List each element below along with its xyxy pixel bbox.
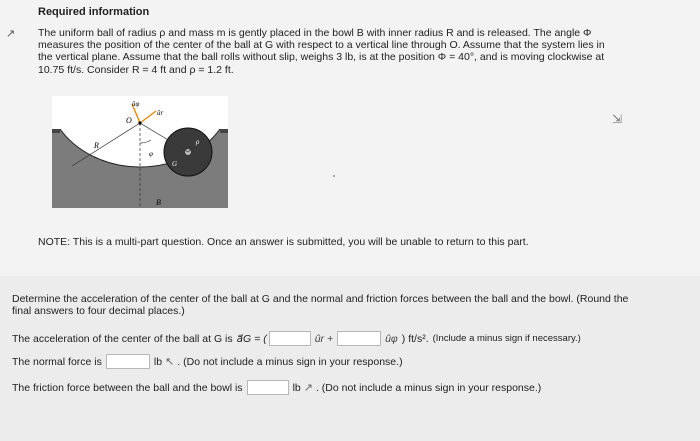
friction-force-label: The friction force between the ball and the bowl is	[12, 381, 243, 394]
label-G: G	[172, 160, 178, 168]
label-uphi: ûφ	[132, 100, 140, 108]
ur-unit-label: ûr +	[314, 332, 334, 345]
normal-force-unit: lb	[153, 355, 163, 368]
intro-line: The uniform ball of radius ρ and mass m is gently placed in the bowl B with inner radius R and is released. The angle Φ	[38, 27, 592, 39]
label-rho: ρ	[196, 138, 200, 146]
normal-force-input[interactable]	[106, 354, 150, 369]
bowl-figure	[52, 96, 228, 208]
acceleration-symbol: a⃗G = (	[236, 332, 267, 345]
question-line: final answers to four decimal places.)	[12, 305, 185, 318]
label-phi: φ	[149, 150, 153, 158]
acceleration-r-input[interactable]	[269, 331, 311, 346]
intro-line: 10.75 ft/s. Consider R = 4 ft and ρ = 1.2 ft.	[38, 63, 234, 76]
acceleration-row	[12, 331, 581, 346]
question-text	[12, 293, 672, 318]
arrow-up-left-icon: ↖	[165, 356, 175, 368]
acceleration-label: The acceleration of the center of the ball at G is	[12, 332, 233, 345]
friction-force-input[interactable]	[247, 380, 289, 395]
decorative-dot	[333, 175, 335, 177]
friction-force-unit: lb	[292, 381, 301, 394]
label-ur: ûr	[157, 109, 164, 117]
arrow-up-right-icon: ↗	[303, 382, 313, 394]
section-title: Required information	[38, 6, 150, 18]
expand-arrow-icon[interactable]: ↗	[6, 28, 16, 40]
normal-force-hint: . (Do not include a minus sign in your response.)	[177, 355, 403, 368]
friction-force-row	[12, 380, 541, 395]
friction-force-hint: . (Do not include a minus sign in your response.)	[315, 381, 542, 394]
label-O: O	[126, 116, 132, 125]
question-line: Determine the acceleration of the center of the ball at G and the normal and friction forces between the ball and the bowl. (Round the	[12, 293, 629, 305]
cursor-icon: ⇲	[612, 112, 623, 126]
normal-force-label: The normal force is	[12, 355, 102, 368]
label-R: R	[94, 141, 99, 150]
intro-line: the vertical plane. Assume that the ball rolls without slip, weighs 3 lb, is at the position Φ = 40°, and is moving clockwise at	[38, 51, 605, 64]
uphi-unit-label: ûφ	[385, 332, 398, 345]
acceleration-unit: ) ft/s².	[401, 332, 429, 345]
problem-statement	[38, 27, 660, 76]
normal-force-row	[12, 354, 403, 369]
label-B: B	[156, 198, 161, 207]
multipart-note: NOTE: This is a multi-part question. Once an answer is submitted, you will be unable to return to this part.	[38, 236, 529, 248]
intro-line: measures the position of the center of the ball at G with respect to a vertical line through O. Assume that the system lies in	[38, 39, 605, 52]
acceleration-phi-input[interactable]	[337, 331, 381, 346]
acceleration-hint: (Include a minus sign if necessary.)	[432, 333, 581, 344]
